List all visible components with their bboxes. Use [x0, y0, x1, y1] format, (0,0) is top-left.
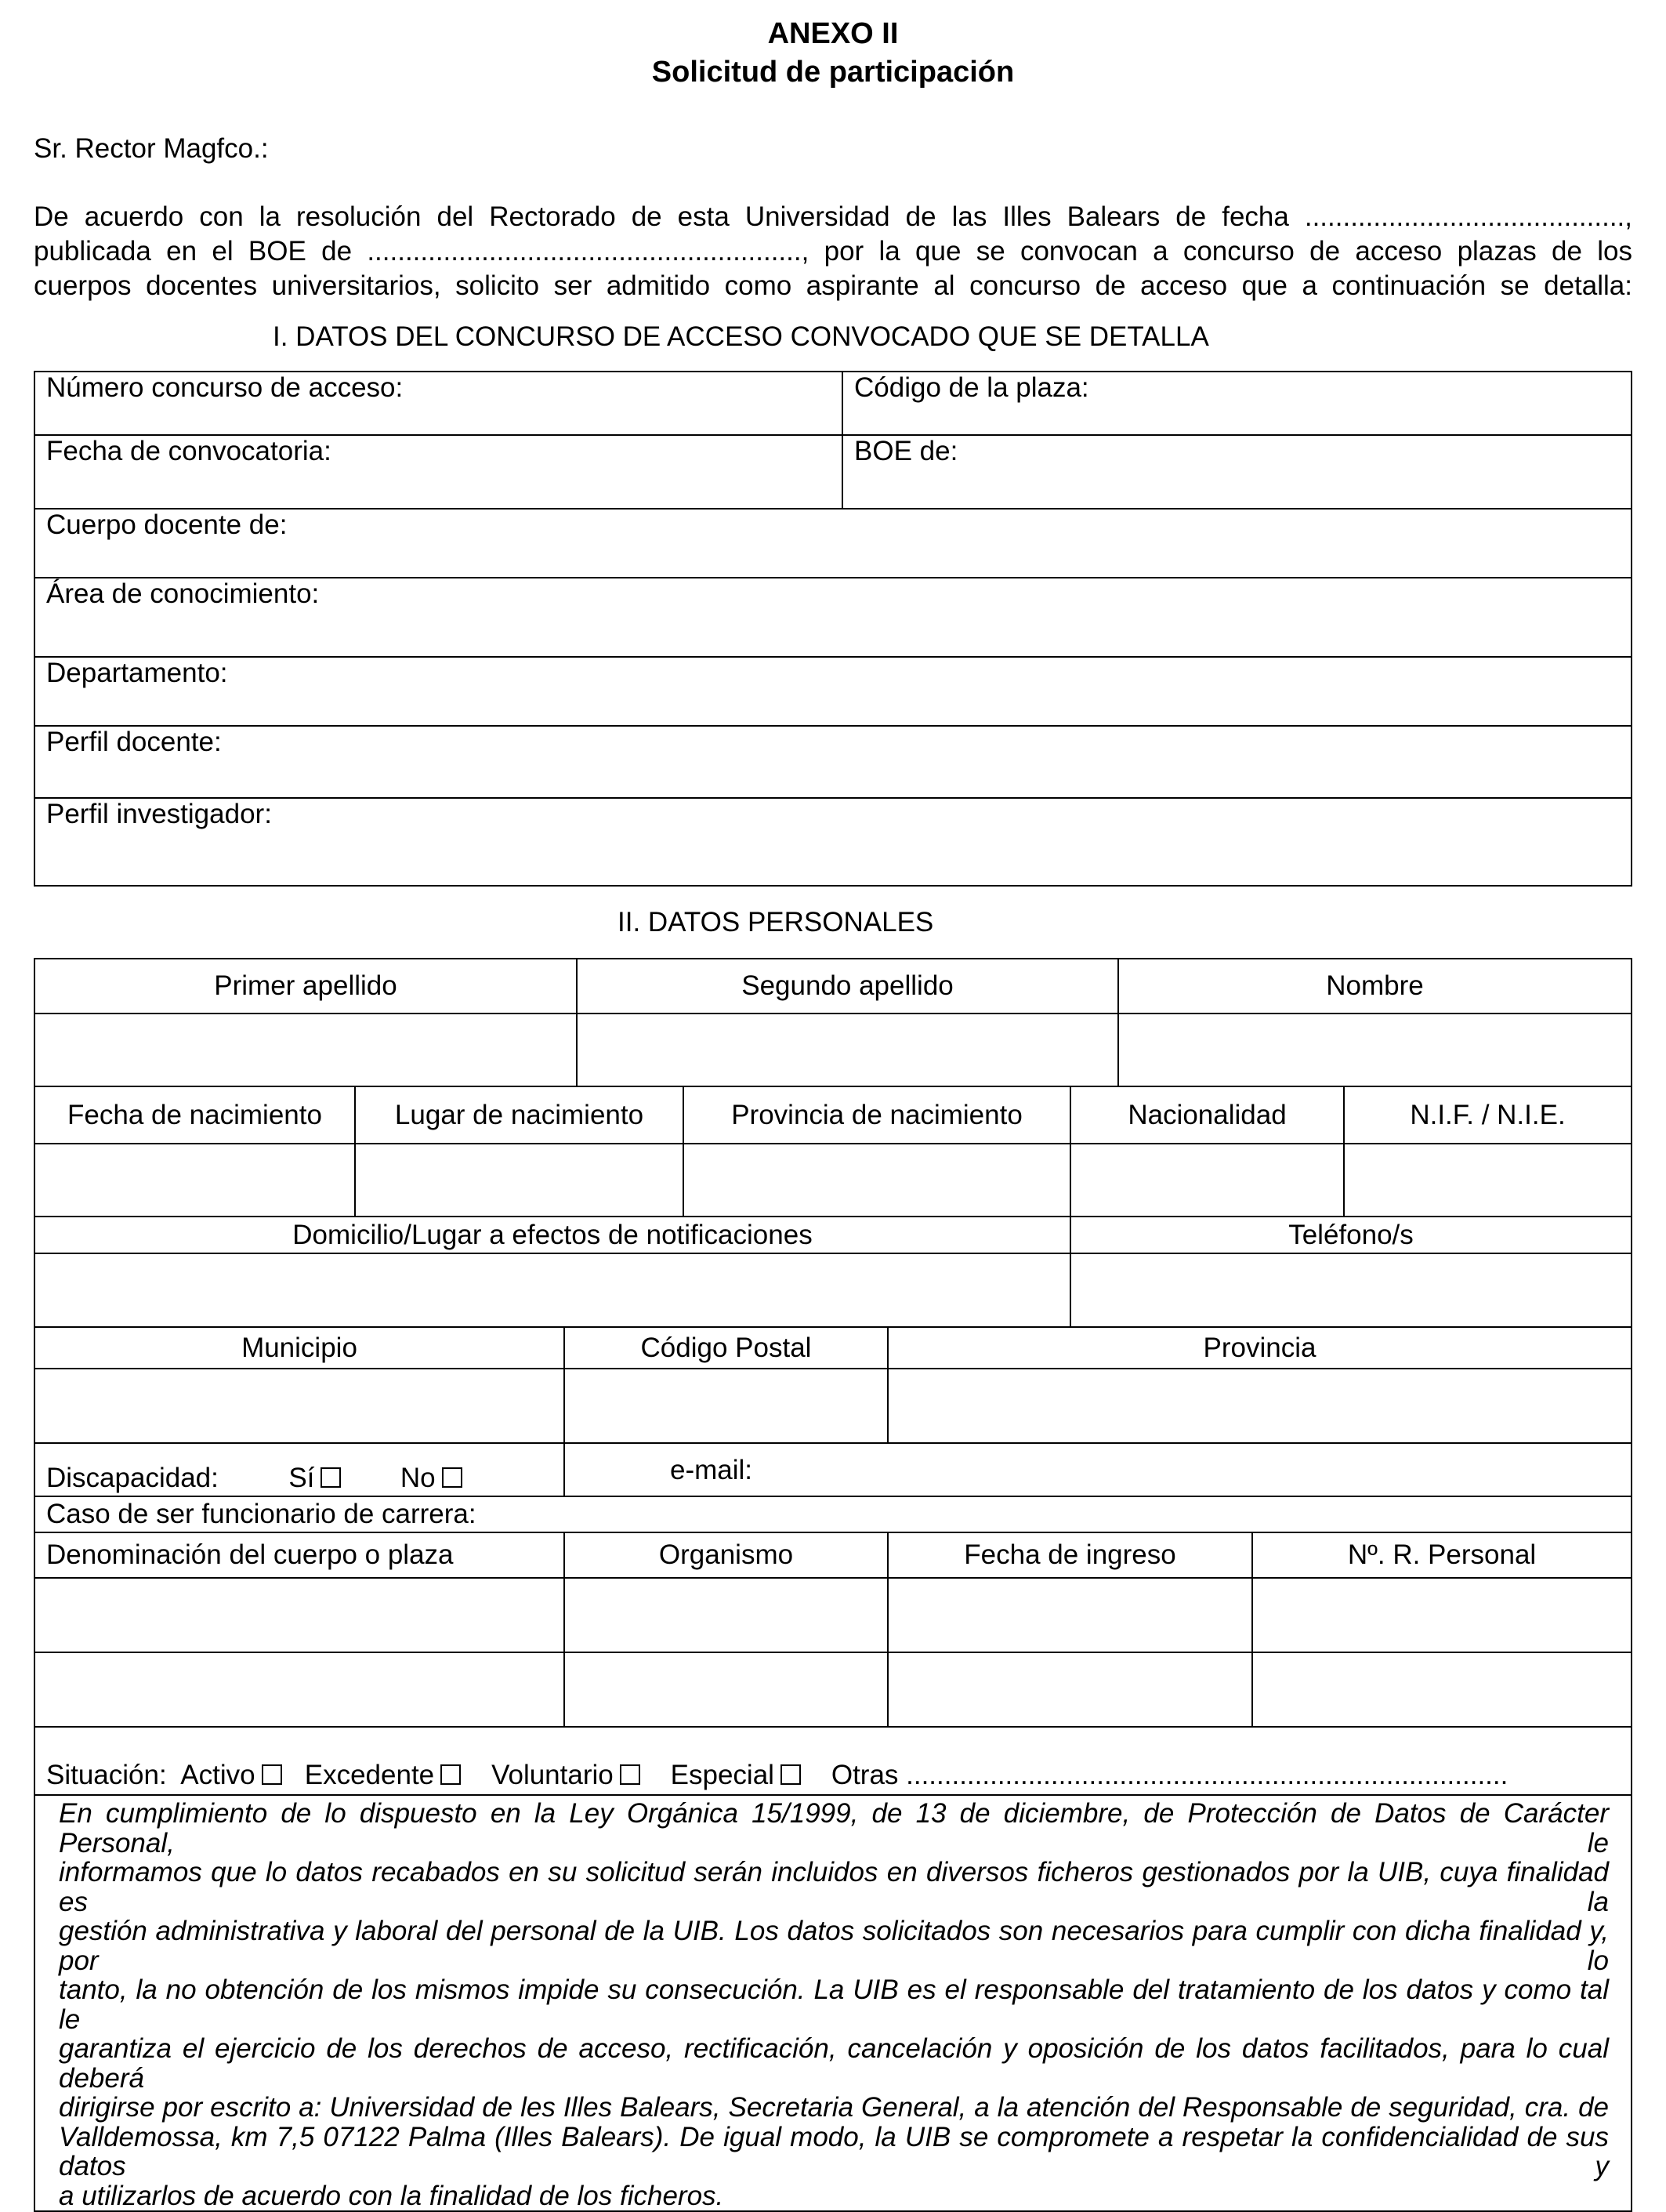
notice-line: En cumplimiento de lo dispuesto en la Ley Orgánica 15/1999, de 13 de diciembre, de Protección de Datos de Carácter Personal, le — [59, 1798, 1609, 1858]
disability-yes-checkbox[interactable] — [321, 1467, 341, 1488]
teaching-profile-field[interactable] — [34, 726, 1632, 798]
postal-code-field[interactable] — [564, 1369, 888, 1443]
teaching-body-label: Cuerpo docente de: — [46, 509, 288, 540]
form-title: Solicitud de participación — [651, 56, 1015, 89]
organism-field[interactable] — [564, 1578, 888, 1652]
body-denomination-field[interactable] — [34, 1652, 564, 1727]
intro-line: publicada en el BOE de ........................................................., por la que se convocan a concurso de acceso plazas de los — [34, 236, 1632, 267]
notice-line: tanto, la no obtención de los mismos impide su consecución. La UIB es el responsable del tratamiento de los datos y como tal le — [59, 1974, 1609, 2035]
birth-data-table — [34, 1086, 1632, 1217]
call-date-label: Fecha de convocatoria: — [46, 436, 331, 466]
notice-line: garantiza el ejercicio de los derechos de acceso, rectificación, cancelación y oposición de los datos facilitados, para lo cual deberá — [59, 2033, 1609, 2094]
second-surname-field[interactable] — [577, 1014, 1118, 1086]
active-label: Activo — [180, 1760, 255, 1790]
address-header: Domicilio/Lugar a efectos de notificaciones — [34, 1217, 1070, 1253]
birth-province-header: Provincia de nacimiento — [683, 1086, 1070, 1144]
teaching-profile-label: Perfil docente: — [46, 727, 222, 757]
knowledge-area-field[interactable] — [34, 578, 1632, 657]
nationality-field[interactable] — [1070, 1144, 1344, 1217]
email-field[interactable] — [564, 1443, 1632, 1496]
active-checkbox[interactable] — [262, 1764, 282, 1785]
notice-line: gestión administrativa y laboral del personal de la UIB. Los datos solicitados son necesarios para cumplir con dicha finalidad y, por lo — [59, 1916, 1609, 1976]
civil-servant-label: Caso de ser funcionario de carrera: — [46, 1499, 476, 1529]
intro-line: cuerpos docentes universitarios, solicito ser admitido como aspirante al concurso de acceso que a continuación se detalla: — [34, 270, 1632, 301]
birth-place-header: Lugar de nacimiento — [355, 1086, 683, 1144]
nif-header: N.I.F. / N.I.E. — [1344, 1086, 1632, 1144]
contest-number-label: Número concurso de acceso: — [46, 372, 404, 403]
organism-field[interactable] — [564, 1652, 888, 1727]
other-label: Otras ............................................................................... — [831, 1760, 1508, 1790]
research-profile-label: Perfil investigador: — [46, 799, 272, 829]
special-label: Especial — [670, 1760, 774, 1790]
first-surname-field[interactable] — [34, 1014, 577, 1086]
intro-paragraph — [34, 200, 1632, 303]
leave-checkbox[interactable] — [440, 1764, 461, 1785]
municipality-field[interactable] — [34, 1369, 564, 1443]
boe-label: BOE de: — [854, 436, 958, 466]
body-denomination-field[interactable] — [34, 1578, 564, 1652]
intro-line: De acuerdo con la resolución del Rectorado de esta Universidad de las Illes Balears de fecha .........................................., — [34, 201, 1632, 232]
notice-line: a utilizarlos de acuerdo con la finalidad de los ficheros. — [59, 2180, 724, 2211]
leave-label: Excedente — [304, 1760, 435, 1790]
notice-line: informamos que lo datos recabados en su solicitud serán incluidos en diversos ficheros gestionados por la UIB, cuya finalidad es la — [59, 1857, 1609, 1917]
notice-line: Valldemossa, km 7,5 07122 Palma (Illes Balears). De igual modo, la UIB se compromete a respetar la confidencialidad de sus datos y — [59, 2121, 1609, 2181]
names-table — [34, 958, 1632, 1087]
entry-date-field[interactable] — [888, 1652, 1252, 1727]
disability-no-label: No — [400, 1463, 436, 1493]
situation-row — [34, 1727, 1632, 1795]
birth-province-field[interactable] — [683, 1144, 1070, 1217]
nationality-header: Nacionalidad — [1070, 1086, 1344, 1144]
municipality-table — [34, 1326, 1632, 1533]
special-checkbox[interactable] — [780, 1764, 801, 1785]
disability-yes-label: Sí — [288, 1463, 315, 1493]
birth-date-field[interactable] — [34, 1144, 355, 1217]
postal-code-header: Código Postal — [564, 1327, 888, 1369]
department-label: Departamento: — [46, 658, 228, 688]
first-surname-header: Primer apellido — [34, 959, 577, 1014]
personnel-number-field[interactable] — [1252, 1652, 1632, 1727]
civil-servant-table — [34, 1532, 1632, 2212]
research-profile-field[interactable] — [34, 798, 1632, 886]
situation-label: Situación: — [46, 1760, 167, 1790]
phone-field[interactable] — [1070, 1253, 1632, 1327]
disability-no-checkbox[interactable] — [442, 1467, 462, 1488]
disability-field — [34, 1443, 564, 1496]
birth-date-header: Fecha de nacimiento — [34, 1086, 355, 1144]
phone-header: Teléfono/s — [1070, 1217, 1632, 1253]
personnel-number-field[interactable] — [1252, 1578, 1632, 1652]
position-code-label: Código de la plaza: — [854, 372, 1089, 403]
department-field[interactable] — [34, 657, 1632, 726]
nif-field[interactable] — [1344, 1144, 1632, 1217]
section-2-title: II. DATOS PERSONALES — [618, 907, 934, 937]
notice-line: dirigirse por escrito a: Universidad de les Illes Balears, Secretaria General, a la atención del Responsable de seguridad, cra. de — [59, 2092, 1609, 2123]
address-field[interactable] — [34, 1253, 1070, 1327]
name-header: Nombre — [1118, 959, 1632, 1014]
contest-number-field[interactable] — [34, 372, 842, 435]
birth-place-field[interactable] — [355, 1144, 683, 1217]
contest-data-table — [34, 371, 1632, 887]
knowledge-area-label: Área de conocimiento: — [46, 578, 320, 609]
address-table — [34, 1216, 1632, 1328]
municipality-header: Municipio — [34, 1327, 564, 1369]
call-date-field[interactable] — [34, 435, 842, 509]
teaching-body-field[interactable] — [34, 509, 1632, 578]
salutation: Sr. Rector Magfco.: — [34, 133, 269, 164]
province-field[interactable] — [888, 1369, 1632, 1443]
name-field[interactable] — [1118, 1014, 1632, 1086]
voluntary-checkbox[interactable] — [620, 1764, 640, 1785]
section-1-title: I. DATOS DEL CONCURSO DE ACCESO CONVOCADO QUE SE DETALLA — [273, 321, 1209, 352]
annex-heading: ANEXO II — [767, 17, 899, 50]
position-code-field[interactable] — [842, 372, 1632, 435]
body-denomination-header: Denominación del cuerpo o plaza — [34, 1532, 564, 1578]
voluntary-label: Voluntario — [491, 1760, 614, 1790]
civil-servant-row — [34, 1496, 1632, 1532]
province-header: Provincia — [888, 1327, 1632, 1369]
entry-date-header: Fecha de ingreso — [888, 1532, 1252, 1578]
boe-field[interactable] — [842, 435, 1632, 509]
personnel-number-header: Nº. R. Personal — [1252, 1532, 1632, 1578]
disability-label: Discapacidad: — [46, 1463, 219, 1493]
entry-date-field[interactable] — [888, 1578, 1252, 1652]
data-protection-notice — [34, 1795, 1632, 2211]
email-label: e-mail: — [670, 1455, 753, 1485]
organism-header: Organismo — [564, 1532, 888, 1578]
second-surname-header: Segundo apellido — [577, 959, 1118, 1014]
